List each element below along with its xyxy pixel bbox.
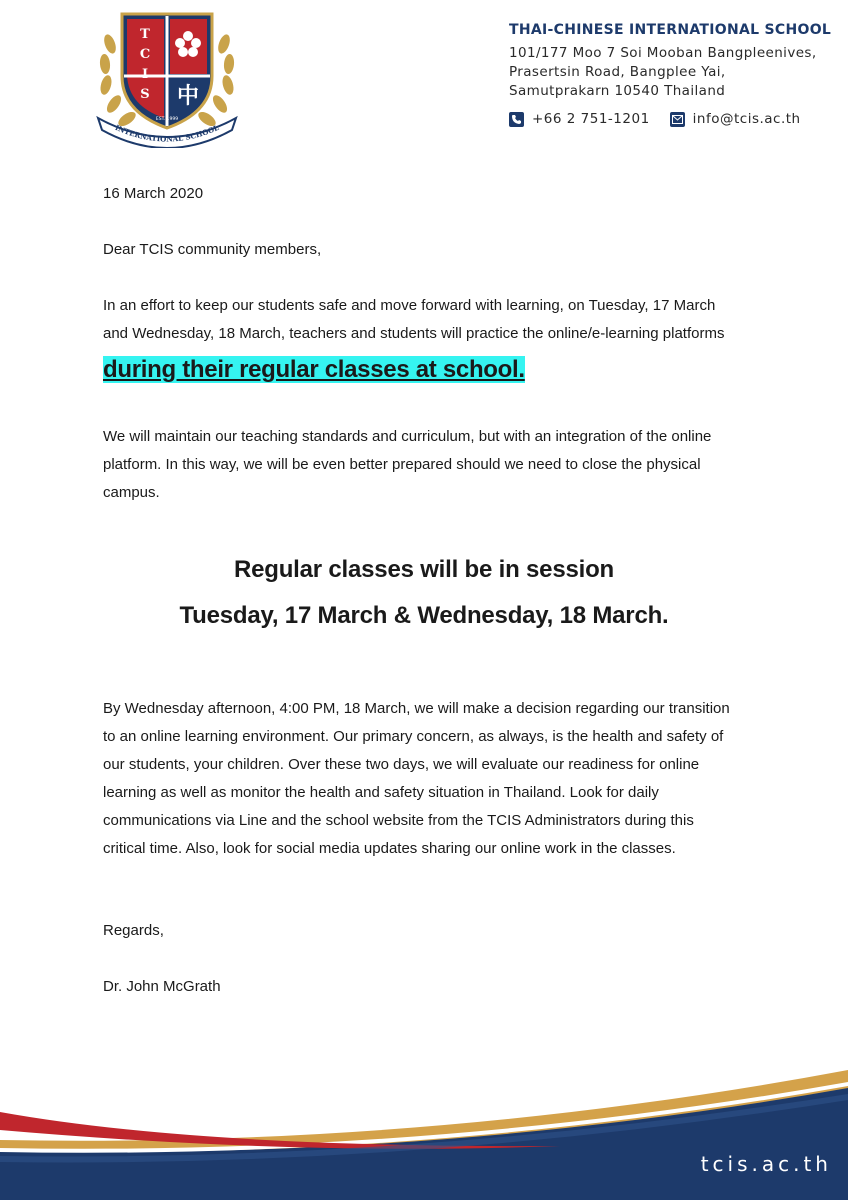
logo-letter-i: I — [141, 67, 149, 82]
mail-icon — [670, 112, 685, 127]
paragraph-2-line-2: platform. In this way, we will be even better prepared should we need to close the physical — [103, 456, 701, 473]
address-line-2: Prasertsin Road, Bangplee Yai, — [509, 64, 726, 80]
paragraph-3-line-5: communications via Line and the school website from the TCIS Administrators during this — [103, 812, 694, 829]
contact-row — [509, 111, 839, 127]
address-line-3: Samutprakarn 10540 Thailand — [509, 83, 726, 99]
letter-body — [103, 180, 753, 1001]
website-url[interactable]: tcis.ac.th — [700, 1152, 832, 1176]
paragraph-1-line-1: In an effort to keep our students safe and move forward with learning, on Tuesday, 17 March — [103, 297, 716, 314]
paragraph-3-line-2: to an online learning environment. Our primary concern, as always, is the health and safety of — [103, 728, 724, 745]
footer-banner — [0, 1070, 848, 1200]
greeting: Dear TCIS community members, — [103, 241, 322, 258]
paragraph-3-line-3: our students, your children. Over these two days, we will evaluate our readiness for online — [103, 756, 700, 773]
letter-date: 16 March 2020 — [103, 185, 204, 202]
phone-icon — [509, 112, 524, 127]
logo-letter-c: C — [139, 47, 151, 62]
highlighted-text: during their regular classes at school. — [103, 356, 525, 383]
school-logo — [92, 6, 242, 148]
paragraph-3-line-4: learning as well as monitor the health and safety situation in Thailand. Look for daily — [103, 784, 659, 801]
session-headline — [0, 547, 848, 639]
closing: Regards, — [103, 922, 164, 939]
school-name: THAI-CHINESE INTERNATIONAL SCHOOL — [509, 22, 832, 38]
logo-letter-s: S — [140, 87, 150, 102]
paragraph-2-line-1: We will maintain our teaching standards and curriculum, but with an integration of the online — [103, 428, 712, 445]
phone-number[interactable]: +66 2 751-1201 — [532, 111, 650, 127]
paragraph-2-line-3: campus. — [103, 484, 160, 501]
logo-ribbon-text: INTERNATIONAL SCHOOL — [113, 122, 221, 144]
headline-line-2: Tuesday, 17 March & Wednesday, 18 March. — [179, 602, 669, 629]
letterhead-info — [509, 22, 839, 101]
logo-emblem: 中 — [176, 84, 200, 109]
highlight-line — [103, 354, 753, 389]
paragraph-3-line-1: By Wednesday afternoon, 4:00 PM, 18 March, we will make a decision regarding our transition — [103, 700, 730, 717]
signature: Dr. John McGrath — [103, 978, 221, 995]
address-line-1: 101/177 Moo 7 Soi Mooban Bangpleenives, — [509, 45, 817, 61]
paragraph-1-line-2: and Wednesday, 18 March, teachers and students will practice the online/e-learning platforms — [103, 325, 725, 342]
logo-letter-t: T — [140, 27, 150, 42]
headline-line-1: Regular classes will be in session — [233, 556, 615, 583]
email-address[interactable]: info@tcis.ac.th — [692, 111, 801, 127]
logo-established: EST. 1999 — [155, 117, 179, 122]
paragraph-3-line-6: critical time. Also, look for social media updates sharing our online work in the classes. — [103, 840, 676, 857]
